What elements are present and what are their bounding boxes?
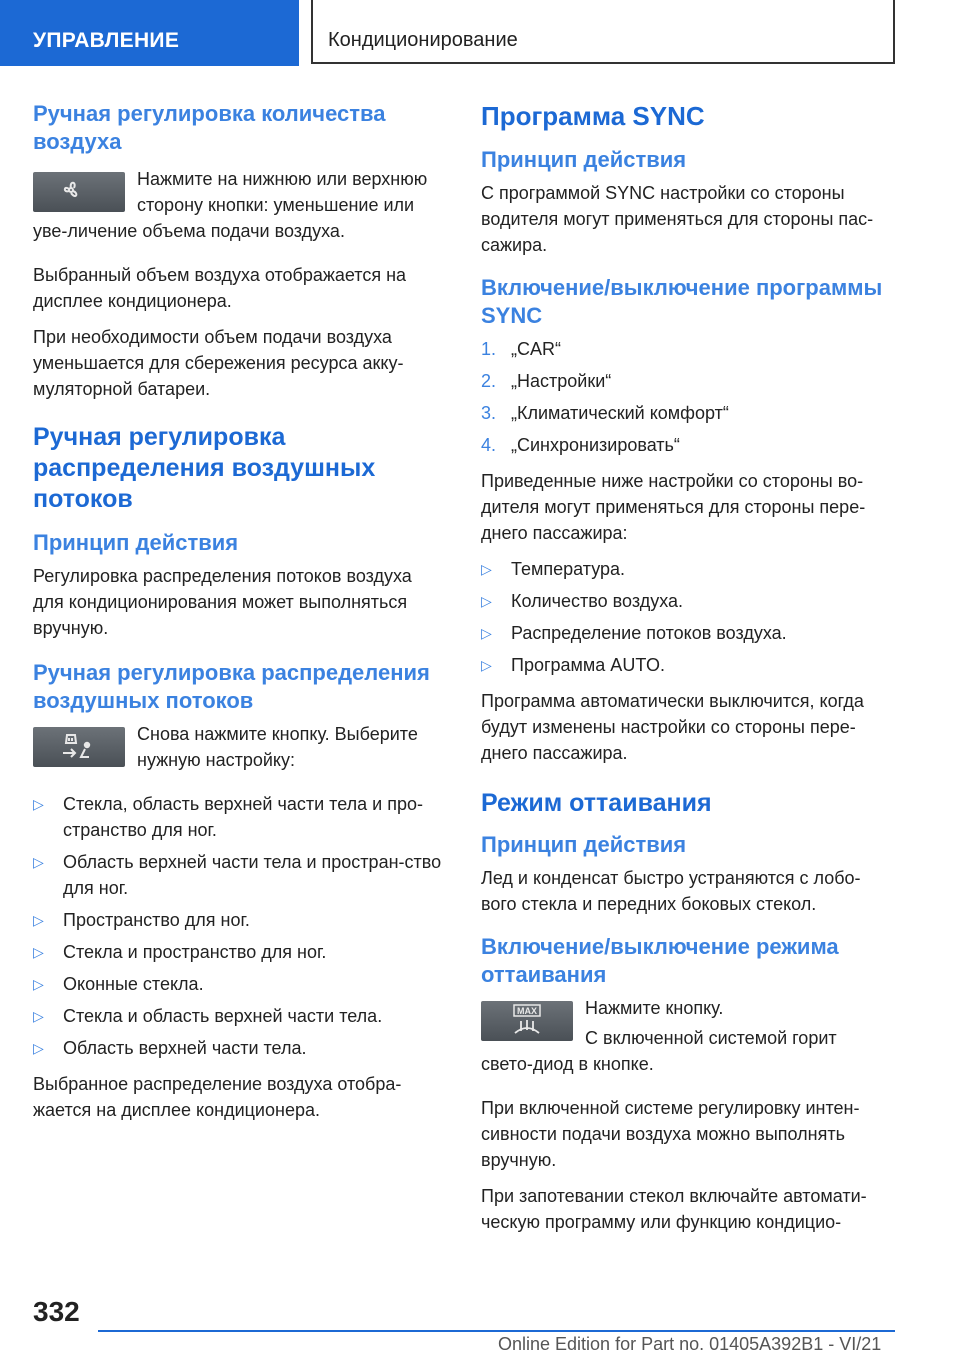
fan-button-image [33, 172, 125, 212]
sync-steps [481, 336, 893, 458]
heading-sync: Программа SYNC [481, 101, 705, 131]
bullet-icon: ▷ [481, 561, 492, 577]
list-item: 2. „Настройки“ [481, 371, 612, 391]
auto-off-text: Программа автоматически выключится, когда будут изменены настройки со стороны пере-днего пассажира. [481, 691, 864, 763]
bullet-icon: ▷ [33, 1040, 44, 1056]
bullet-icon: ▷ [33, 1008, 44, 1024]
left-column [33, 100, 445, 1133]
air-amount-text-1: Нажмите на нижнюю или верхнюю сторону кнопки: уменьшение или уве-личение объема подачи воздуха. [33, 169, 428, 241]
heading-defrost-onoff: Включение/выключение режима оттаивания [481, 934, 839, 987]
list-item: ▷ Область верхней части тела. [33, 1035, 445, 1061]
list-item: ▷ Стекла, область верхней части тела и про-странство для ног. [33, 791, 445, 843]
bullet-icon: ▷ [33, 796, 44, 812]
svg-text:MAX: MAX [517, 1006, 537, 1016]
section-tab: УПРАВЛЕНИЕ [0, 0, 299, 66]
page-number: 332 [33, 1296, 80, 1327]
list-item: ▷ Стекла и пространство для ног. [33, 939, 445, 965]
heading-defrost: Режим оттаивания [481, 789, 712, 817]
footer-divider [98, 1330, 895, 1332]
fan-icon [49, 177, 109, 207]
bullet-icon: ▷ [33, 854, 44, 870]
heading-principle-sync: Принцип действия [481, 147, 687, 172]
page-header [0, 0, 960, 66]
defrost-text-2: При включенной системе регулировку интен-сивности подачи воздуха можно выполнять вручную. [481, 1098, 860, 1170]
settings-intro: Приведенные ниже настройки со стороны во-дителя могут применяться для стороны пере-днего пассажира: [481, 471, 866, 543]
press-button-text: Нажмите кнопку. [585, 998, 724, 1018]
max-defrost-button-image [481, 1001, 573, 1041]
list-item: ▷ Распределение потоков воздуха. [481, 620, 893, 646]
distribution-button-image [33, 727, 125, 767]
heading-principle-defrost: Принцип действия [481, 832, 687, 857]
list-item: ▷ Область верхней части тела и простран-ство для ног. [33, 849, 445, 901]
principle-text: Регулировка распределения потоков воздуха для кондиционирования может выполняться вручную. [33, 566, 412, 638]
max-button-paragraph [481, 995, 893, 1081]
chapter-title: Кондиционирование [311, 0, 895, 64]
distribution-text: Снова нажмите кнопку. Выберите нужную настройку: [137, 724, 418, 770]
bullet-icon: ▷ [33, 912, 44, 928]
bullet-icon: ▷ [33, 976, 44, 992]
distribution-footer-text: Выбранное распределение воздуха отобра-жается на дисплее кондиционера. [33, 1074, 402, 1120]
heading-air-distribution-2: Ручная регулировка распределения воздушных потоков [33, 660, 430, 713]
list-item: ▷ Пространство для ног. [33, 907, 445, 933]
list-item: ▷ Температура. [481, 556, 893, 582]
distribution-button-paragraph [33, 721, 445, 777]
list-item: ▷ Программа AUTO. [481, 652, 893, 678]
right-column [481, 100, 893, 1245]
bullet-icon: ▷ [33, 944, 44, 960]
air-amount-text-2: Выбранный объем воздуха отображается на дисплее кондиционера. [33, 265, 407, 311]
defrost-text-3: При запотевании стекол включайте автомати-ческую программу или функцию кондицио- [481, 1186, 867, 1232]
list-item: 4. „Синхронизировать“ [481, 435, 680, 455]
list-item: 3. „Климатический комфорт“ [481, 403, 729, 423]
heading-principle: Принцип действия [33, 530, 239, 555]
bullet-icon: ▷ [481, 625, 492, 641]
bullet-icon: ▷ [481, 657, 492, 673]
distribution-list [33, 791, 445, 1061]
list-item: ▷ Оконные стекла. [33, 971, 445, 997]
settings-list [481, 556, 893, 678]
list-item: 1. „CAR“ [481, 339, 561, 359]
list-item: ▷ Стекла и область верхней части тела. [33, 1003, 445, 1029]
bullet-icon: ▷ [481, 593, 492, 609]
heading-air-distribution: Ручная регулировка распределения воздушных потоков [33, 423, 376, 513]
edition-text: Online Edition for Part no. 01405A392B1 - VI/21 [498, 1334, 882, 1354]
led-text: С включенной системой горит свето-диод в кнопке. [481, 1028, 837, 1074]
sync-text: С программой SYNC настройки со стороны водителя могут применяться для стороны пас-сажира. [481, 183, 874, 255]
air-distribution-icon [49, 731, 109, 763]
defrost-text: Лед и конденсат быстро устраняются с лобо-вого стекла и передних боковых стекол. [481, 868, 861, 914]
heading-air-amount: Ручная регулировка количества воздуха [33, 101, 386, 154]
heading-sync-onoff: Включение/выключение программы SYNC [481, 275, 883, 328]
max-defrost-icon [497, 1003, 557, 1039]
air-amount-text-3: При необходимости объем подачи воздуха уменьшается для сбережения ресурса акку-муляторной батареи. [33, 327, 404, 399]
list-item: ▷ Количество воздуха. [481, 588, 893, 614]
fan-button-paragraph [33, 166, 445, 248]
